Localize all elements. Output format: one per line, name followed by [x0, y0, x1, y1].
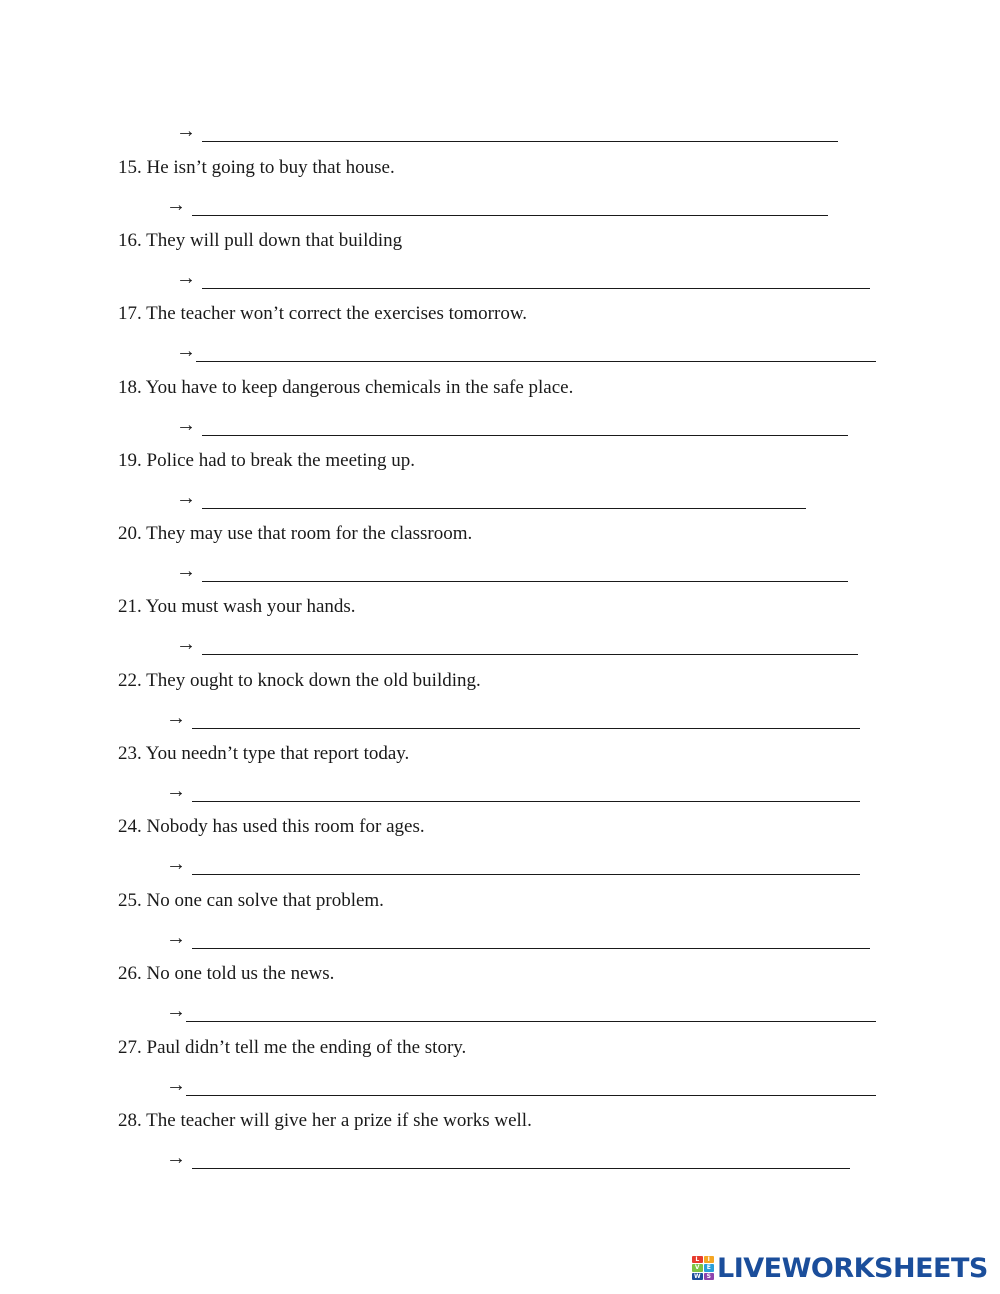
question-20: [118, 523, 472, 545]
question-number: 20.: [118, 523, 142, 544]
answer-line-24[interactable]: [192, 851, 860, 875]
question-number: 22.: [118, 670, 142, 691]
answer-line-21[interactable]: [202, 631, 858, 655]
logo-tile: E: [704, 1264, 715, 1271]
question-28: [118, 1110, 532, 1132]
answer-row-14: [176, 120, 838, 142]
answer-line-26[interactable]: [186, 998, 876, 1022]
answer-row-16: [176, 267, 870, 289]
question-text: He isn’t going to buy that house.: [146, 157, 395, 178]
logo-tile: S: [704, 1273, 715, 1280]
answer-row-25: [166, 927, 870, 949]
question-number: 17.: [118, 303, 142, 324]
arrow-icon: →: [166, 707, 186, 729]
question-number: 19.: [118, 450, 142, 471]
question-19: [118, 450, 415, 472]
answer-row-26: [166, 1000, 876, 1022]
answer-line-15[interactable]: [192, 192, 828, 216]
question-text: They will pull down that building: [146, 230, 403, 251]
answer-line-20[interactable]: [202, 558, 848, 582]
answer-row-23: [166, 780, 860, 802]
question-text: You have to keep dangerous chemicals in the safe place.: [145, 377, 574, 398]
answer-line-22[interactable]: [192, 705, 860, 729]
question-23: [118, 743, 409, 765]
answer-line-28[interactable]: [192, 1145, 850, 1169]
question-number: 25.: [118, 890, 142, 911]
arrow-icon: →: [176, 120, 196, 142]
arrow-icon: →: [166, 1000, 186, 1022]
question-text: No one can solve that problem.: [146, 890, 384, 911]
answer-row-28: [166, 1147, 850, 1169]
question-24: [118, 816, 425, 838]
answer-line-25[interactable]: [192, 925, 870, 949]
answer-line-14[interactable]: [202, 118, 838, 142]
question-text: They may use that room for the classroom.: [146, 523, 473, 544]
logo-tile: V: [692, 1264, 703, 1271]
question-16: [118, 230, 402, 252]
answer-row-18: [176, 414, 848, 436]
arrow-icon: →: [166, 1147, 186, 1169]
arrow-icon: →: [176, 414, 196, 436]
question-text: Nobody has used this room for ages.: [146, 816, 425, 837]
question-25: [118, 890, 384, 912]
question-number: 23.: [118, 743, 142, 764]
answer-row-20: [176, 560, 848, 582]
answer-row-17: [176, 340, 876, 362]
answer-row-22: [166, 707, 860, 729]
answer-line-18[interactable]: [202, 412, 848, 436]
answer-line-16[interactable]: [202, 265, 870, 289]
answer-row-19: [176, 487, 806, 509]
answer-row-24: [166, 853, 860, 875]
arrow-icon: →: [166, 927, 186, 949]
arrow-icon: →: [176, 267, 196, 289]
question-number: 16.: [118, 230, 142, 251]
question-number: 21.: [118, 596, 142, 617]
question-number: 15.: [118, 157, 142, 178]
logo-tile: L: [692, 1256, 703, 1263]
arrow-icon: →: [166, 194, 186, 216]
answer-row-15: [166, 194, 828, 216]
answer-line-23[interactable]: [192, 778, 860, 802]
answer-row-21: [176, 633, 858, 655]
liveworksheets-logo: [692, 1253, 988, 1283]
question-21: [118, 596, 356, 618]
logo-grid-icon: [692, 1256, 714, 1280]
answer-line-27[interactable]: [186, 1072, 876, 1096]
logo-tile: I: [704, 1256, 715, 1263]
question-number: 26.: [118, 963, 142, 984]
brand-name: LIVEWORKSHEETS: [717, 1252, 988, 1284]
answer-line-17[interactable]: [196, 338, 876, 362]
arrow-icon: →: [176, 633, 196, 655]
question-22: [118, 670, 481, 692]
question-number: 18.: [118, 377, 142, 398]
question-text: The teacher won’t correct the exercises tomorrow.: [146, 303, 528, 324]
question-26: [118, 963, 334, 985]
question-18: [118, 377, 573, 399]
question-15: [118, 157, 395, 179]
arrow-icon: →: [176, 340, 196, 362]
arrow-icon: →: [166, 780, 186, 802]
question-number: 28.: [118, 1110, 142, 1131]
arrow-icon: →: [166, 1074, 186, 1096]
question-text: You needn’t type that report today.: [145, 743, 410, 764]
question-text: The teacher will give her a prize if she works well.: [146, 1110, 532, 1131]
answer-row-27: [166, 1074, 876, 1096]
question-text: Police had to break the meeting up.: [146, 450, 416, 471]
arrow-icon: →: [176, 560, 196, 582]
question-number: 24.: [118, 816, 142, 837]
question-27: [118, 1037, 466, 1059]
question-text: You must wash your hands.: [145, 596, 356, 617]
question-text: Paul didn’t tell me the ending of the story.: [146, 1037, 467, 1058]
answer-line-19[interactable]: [202, 485, 806, 509]
arrow-icon: →: [176, 487, 196, 509]
question-17: [118, 303, 527, 325]
logo-tile: W: [693, 1272, 701, 1280]
question-number: 27.: [118, 1037, 142, 1058]
arrow-icon: →: [166, 853, 186, 875]
question-text: They ought to knock down the old building.: [146, 670, 481, 691]
question-text: No one told us the news.: [146, 963, 335, 984]
